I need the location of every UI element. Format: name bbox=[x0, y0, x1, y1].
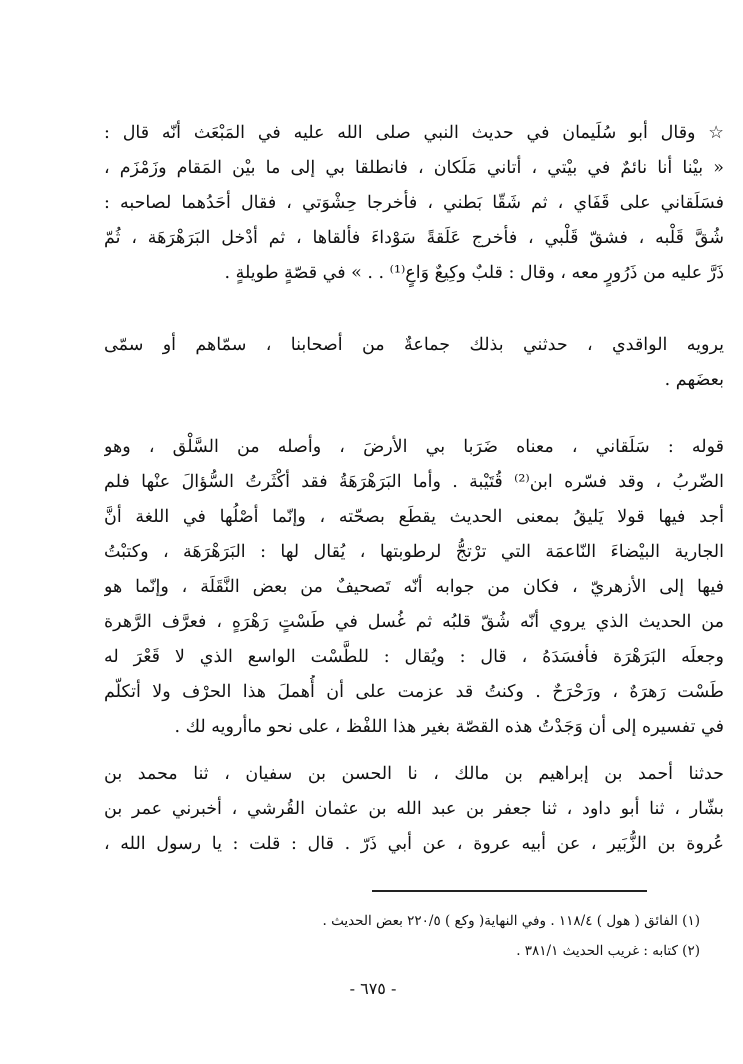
text-line: شُقَّ قَلْبه ، فشقّ قَلْبي ، فأخرج عَلَقةً سَوْداءَ فألقاها ، ثم أدْخل البَرَهْرَهَة ، ثُمّ bbox=[104, 228, 724, 248]
footnote-divider bbox=[372, 890, 647, 892]
paragraph-isnad bbox=[104, 757, 724, 862]
text-line: حدثنا أحمد بن إبراهيم بن مالك ، نا الحسن بن سفيان ، ثنا محمد بن bbox=[104, 764, 724, 784]
text-line: الضّربُ ، وقد فسّره ابن⁽²⁾ قُتَيْبة . وأما البَرَهْرَهَةُ فقد أكْثَرتُ السُّؤالَ عنْها فلم bbox=[104, 472, 724, 492]
text-line: فيها إلى الأزهريّ ، فكان من جوابه أنّه تَصحيفٌ من بعض النَّقَلَة ، وإنّما هو bbox=[104, 577, 724, 597]
text-line: في تفسيره إلى أن وَجَدْتُ هذه القصّة بغير هذا اللفْظ ، على نحو ماأرويه لك . bbox=[174, 717, 724, 737]
text-line: يرويه الواقدي ، حدثني بذلك جماعةٌ من أصحابنا ، سمّاهم أو سمّى bbox=[104, 335, 724, 355]
text-line: بشّار ، ثنا أبو داود ، ثنا جعفر بن عبد الله بن عثمان القُرشي ، أخبرني عمر بن bbox=[104, 799, 724, 819]
text-line: ☆ وقال أبو سُلَيمان في حديث النبي صلى الله عليه في المَبْعَث أنّه قال : bbox=[104, 123, 724, 143]
text-line: وجعلَه البَرَهْرَة فأفسَدَهُ ، قال : ويُقال : للطَّسْت الواسع الذي لا قَعْرَ له bbox=[104, 647, 724, 667]
footnotes bbox=[160, 906, 700, 966]
text-line: فسَلَقاني على قَفَاي ، ثم شَقّا بَطني ، فأخرجا حِشْوَتي ، فقال أحَدُهما لصاحبه : bbox=[104, 193, 724, 213]
text-line: « بيْنا أنا نائمٌ في بيْتي ، أتاني مَلَكان ، فانطلقا بي إلى ما بيْن المَقام وزَمْزَم ، bbox=[104, 158, 724, 178]
paragraph-hadith-mabath bbox=[104, 116, 724, 291]
text-line: من الحديث الذي يروي أنّه شُقّ قلبُه ثم غُسل في طَسْتٍ رَهْرَهٍ ، فعرَّف الرَّهرة bbox=[104, 612, 724, 632]
text-line: قوله : سَلَقاني ، معناه ضَرَبا بي الأرضَ ، وأصله من السَّلْق ، وهو bbox=[104, 437, 724, 457]
text-line: بعضَهم . bbox=[664, 370, 724, 390]
text-line: الجارية البيْضاءَ النّاعمَة التي ترْتجُّ لرطوبتها ، يُقال لها : البَرَهْرَهَة ، وكتبْتُ bbox=[104, 542, 724, 562]
text-line: طَسْت رَهرَهٌ ، ورَحْرَحٌ . وكنتُ قد عزمت على أن أُهملَ هذا الحرْف ولا أتكلّم bbox=[104, 682, 724, 702]
paragraph-commentary bbox=[104, 430, 724, 745]
text-line: ذَرَّ عليه من ذَرُورٍ معه ، وقال : قلبٌ وكِيعٌ وَاعٍ⁽¹⁾ . . » في قصّةٍ طويلةٍ . bbox=[224, 263, 724, 283]
page-number: - ٦٧٥ - bbox=[349, 979, 397, 998]
footnote-1: (١) الفائق ( هول ) ١١٨/٤ . وفي النهاية( وكع ) ٢٢٠/٥ بعض الحديث . bbox=[322, 913, 700, 929]
text-line: عُروة بن الزُّبَير ، عن أبيه عروة ، عن أبي ذَرّ . قال : قلت : يا رسول الله ، bbox=[104, 834, 724, 854]
paragraph-narration bbox=[104, 328, 724, 398]
text-line: أجد فيها قولا يَليقُ بمعنى الحديث يقطَع بصحّته ، وإنّما أصْلُها في اللغة أنَّ bbox=[104, 507, 724, 527]
footnote-2: (٢) كتابه : غريب الحديث ٣٨١/١ . bbox=[516, 943, 700, 959]
